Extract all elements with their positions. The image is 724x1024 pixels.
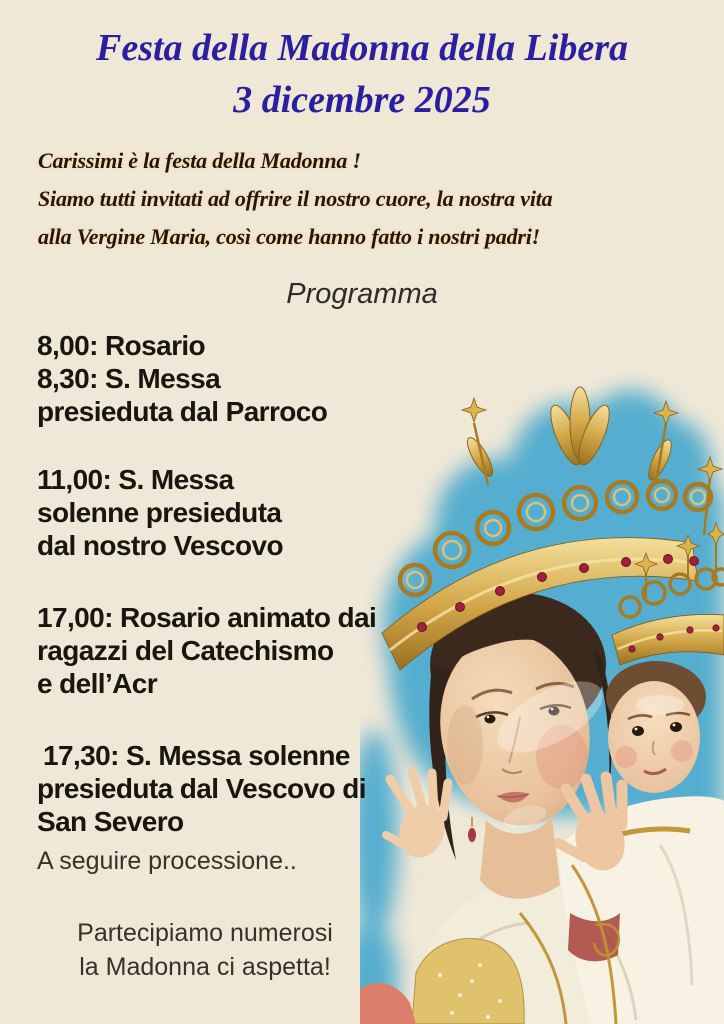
program-line: 17,00: Rosario animato dai xyxy=(37,602,377,633)
program-line: solenne presieduta xyxy=(37,497,282,528)
poster-title-line1: Festa della Madonna della Libera xyxy=(96,27,628,69)
program-block-evening xyxy=(37,739,366,838)
program-line: presieduta dal Vescovo di xyxy=(37,773,366,804)
madonna-statue-image xyxy=(360,365,724,1024)
madonna-neck xyxy=(480,817,560,899)
madonna-earring xyxy=(468,817,476,842)
program-heading: Programma xyxy=(286,278,438,310)
program-block-morning xyxy=(37,329,327,428)
program-line: e dell’Acr xyxy=(37,668,158,699)
program-block-afternoon xyxy=(37,601,376,700)
procession-note: A seguire processione.. xyxy=(37,847,297,875)
closing-line: la Madonna ci aspetta! xyxy=(79,953,331,981)
program-block-midday xyxy=(37,463,283,562)
program-line: dal nostro Vescovo xyxy=(37,530,283,561)
program-line: presieduta dal Parroco xyxy=(37,396,328,427)
program-line: San Severo xyxy=(37,806,184,837)
program-line: 17,30: S. Messa solenne xyxy=(43,740,350,771)
intro-line: Siamo tutti invitati ad offrire il nostro cuore, la nostra vita xyxy=(38,186,553,211)
intro-line: alla Vergine Maria, così come hanno fatto i nostri padri! xyxy=(38,224,541,249)
poster-title-line2: 3 dicembre 2025 xyxy=(233,79,491,121)
program-line: 8,30: S. Messa xyxy=(37,363,221,394)
program-line: ragazzi del Catechismo xyxy=(37,635,334,666)
intro-paragraph xyxy=(38,142,552,256)
program-line: 11,00: S. Messa xyxy=(37,464,234,495)
closing-invitation xyxy=(0,916,410,984)
pink-cuff xyxy=(360,983,416,1024)
closing-line: Partecipiamo numerosi xyxy=(77,919,333,947)
program-line: 8,00: Rosario xyxy=(37,330,206,361)
intro-line: Carissimi è la festa della Madonna ! xyxy=(38,148,361,173)
